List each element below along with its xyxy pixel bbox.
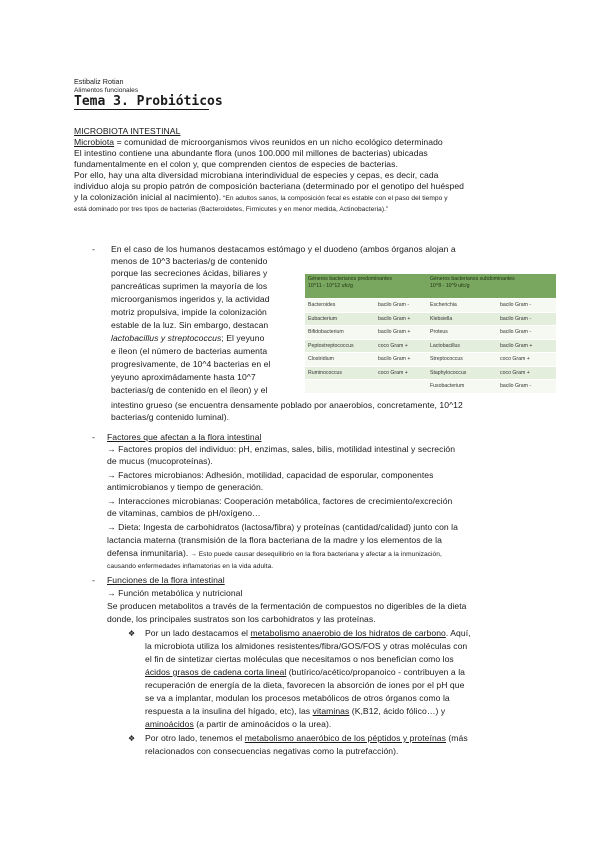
- document-title: [74, 94, 223, 110]
- factor-note-line: causando enfermedades inflamatorias en la vida adulta.: [107, 563, 274, 570]
- factor-line: lactancia materna (transmisión de la flora bacteriana de la madre y los elementos de la: [107, 535, 442, 545]
- highlight-term: ácidos grasos de cadena corta lineal: [145, 667, 287, 677]
- functions-line: recuperación de energía de la dieta, favorecen la absorción de iones por el pH que: [145, 680, 465, 690]
- table-row: Bacteroides bacilo Gram - Escherichia bacilo Gram -: [305, 299, 556, 313]
- functions-line: relacionados con consecuencias negativas como la putrefacción).: [145, 746, 399, 756]
- bullet1-line: pancreáticas suprimen la mayoría de los: [111, 281, 268, 291]
- functions-line: Por otro lado, tenemos el metabolismo anaeróbico de los péptidos y proteínas (más: [145, 733, 468, 743]
- functions-line: la microbiota utiliza los almidones resistentes/fibra/GOS/FOS y otras moléculas con: [145, 641, 468, 651]
- intro-paragraph-line: El intestino contiene una abundante flora (unos 100.000 mil millones de bacterias) ubicadas: [74, 148, 428, 158]
- list-bullet: -: [92, 575, 95, 585]
- factor-line: antimicrobianos y tiempo de generación.: [107, 482, 264, 492]
- list-bullet: -: [92, 244, 95, 254]
- definition-term: Microbiota: [74, 137, 115, 147]
- highlight-term: aminoácidos: [145, 719, 194, 729]
- title-underline: [74, 109, 209, 110]
- subject-name: Alimentos funcionales: [74, 87, 139, 94]
- factor-line: → Factores microbianos: Adhesión, motilidad, capacidad de esporular, componentes: [107, 470, 434, 480]
- diamond-bullet-icon: ❖: [128, 629, 136, 638]
- functions-title: Funciones de la flora intestinal: [107, 575, 225, 585]
- list-bullet: -: [92, 432, 95, 442]
- bullet1-line: e íleon (el número de bacterias aumenta: [111, 346, 268, 356]
- intro-quote-line: está dominado por tres tipos de bacterias (Bacteroidetes, Firmicutes y en menor medida, Actinobacteria).”: [74, 206, 389, 213]
- diamond-bullet-icon: ❖: [128, 734, 136, 743]
- table-row: Clostridium bacilo Gram + Streptococcus coco Gram +: [305, 353, 556, 367]
- section-title-microbiota: MICROBIOTA INTESTINAL: [74, 126, 181, 136]
- factor-line: → Interacciones microbianas: Cooperación metabólica, factores de crecimiento/excreción: [107, 496, 453, 506]
- factor-line: de vitaminas, cambios de pH/oxígeno…: [107, 508, 261, 518]
- definition-text: = comunidad de microorganismos vivos reunidos en un nicho ecológico determinado: [114, 137, 443, 147]
- factor-text: defensa inmunitaria).: [107, 548, 189, 558]
- bullet1-line: progresivamente, de 10^4 bacterias en el: [111, 359, 271, 369]
- functions-line: donde, los principales sustratos son los carbohidratos y las proteínas.: [107, 614, 376, 624]
- factor-line: [107, 548, 442, 560]
- functions-line: respuesta a la insulina del hígado, etc), las vitaminas (K,B12, ácido fólico…) y: [145, 706, 446, 716]
- bullet1-line: yeyuno aproximádamente hasta 10^7: [111, 372, 256, 382]
- bullet1-text: ; El yeyuno: [221, 333, 265, 343]
- author-name: Estibaliz Rotian: [74, 77, 124, 86]
- highlight-term: vitaminas: [312, 706, 350, 716]
- bullet1-line: [111, 333, 264, 344]
- functions-line: Se producen metabolitos a través de la fermentación de compuestos no digeribles de la dieta: [107, 601, 467, 611]
- factor-line: → Dieta: Ingesta de carbohidratos (lactosa/fibra) y proteínas (cantidad/calidad) junto con la: [107, 522, 458, 532]
- bacteria-genera-table: [305, 274, 556, 393]
- definition-line: [74, 137, 443, 148]
- bullet1-line: En el caso de los humanos destacamos estómago y el duodeno (ambos órganos alojan a: [111, 244, 456, 254]
- table-row: Bifidobacterium bacilo Gram + Proteus bacilo Gram -: [305, 326, 556, 340]
- factor-line: → Factores propios del individuo: pH, enzimas, sales, bilis, motilidad intestinal y secreción: [107, 444, 456, 454]
- bullet1-line: menos de 10^3 bacterias/g de contenido: [111, 256, 268, 266]
- factor-note: → Esto puede causar desequilibrio en la flora bacteriana y afectar a la inmunización,: [188, 551, 442, 558]
- highlight-term: metabolismo anaerobio de los hidratos de carbono: [250, 628, 446, 638]
- functions-line: se va a implantar, modulan los procesos metabólicos de otros órganos como la: [145, 693, 450, 703]
- intro-paragraph-line: Por ello, hay una alta diversidad microbiana interindividual de especies y cepas, es decir, cada: [74, 170, 439, 180]
- bullet1-line: bacterias/g de contenido en el íleon) y el: [111, 385, 268, 395]
- intro-text: y la colonización inicial al nacimiento).: [74, 192, 222, 202]
- bullet1-line: bacterias/g contenido luminal).: [111, 412, 230, 422]
- functions-line: aminoácidos (a partir de aminoácidos o la urea).: [145, 719, 332, 729]
- table-row: Ruminococcus coco Gram + Staphylococcus coco Gram +: [305, 366, 556, 380]
- factor-line: de mucus (mucoproteínas).: [107, 456, 213, 466]
- intro-paragraph-line: fundamentalmente en el colon y, que comprenden cientos de especies de bacterias.: [74, 159, 398, 169]
- table-header-subdominant: Géneros bacterianos subdominantes 10^8 - 10^9 ufc/g: [427, 274, 556, 299]
- table-row: Fusobacterium bacilo Gram -: [305, 380, 556, 393]
- bullet1-line: estable de la luz. Sin embargo, destacan: [111, 320, 269, 330]
- highlight-term: metabolismo anaeróbico de los péptidos y proteínas: [244, 733, 446, 743]
- bullet1-line: porque las secreciones ácidas, biliares y: [111, 268, 268, 278]
- table-header-row: [305, 274, 556, 299]
- factors-title: Factores que afectan a la flora intestinal: [107, 432, 262, 442]
- bullet1-line: intestino grueso (se encuentra densamente poblado por anaerobios, concretamente, 10^12: [111, 400, 463, 410]
- intro-paragraph-line: individuo aloja su propio patrón de composición bacteriana (determinado por el genotipo del huésped: [74, 181, 465, 191]
- intro-quote: “En adultos sanos, la composición fecal es estable con el paso del tiempo y: [221, 195, 448, 202]
- document-title-text: Tema 3. Probióticos: [74, 94, 223, 109]
- intro-paragraph-line: [74, 192, 448, 204]
- functions-line: ácidos grasos de cadena corta lineal (butírico/acético/propanoico - contribuyen a la: [145, 667, 465, 677]
- table-row: Eubacterium bacilo Gram + Klebsiella bacilo Gram -: [305, 312, 556, 326]
- table-row: Peptostreptococcus coco Gram + Lactobacillus bacilo Gram +: [305, 339, 556, 353]
- bullet1-line: motriz propulsiva, impide la colonización: [111, 307, 267, 317]
- functions-line: Por un lado destacamos el metabolismo anaerobio de los hidratos de carbono. Aquí,: [145, 628, 471, 638]
- bacteria-genus: lactobacillus y streptococcus: [111, 333, 222, 343]
- functions-line: el fin de sintetizar ciertas moléculas que necesitamos o nos benefician como los: [145, 654, 454, 664]
- functions-subtitle: → Función metabólica y nutricional: [107, 588, 243, 598]
- bullet1-line: microorganismos ingeridos y, la actividad: [111, 294, 270, 304]
- table-header-predominant: Géneros bacterianos predominantes 10^11 - 10^12 ufc/g: [305, 274, 427, 299]
